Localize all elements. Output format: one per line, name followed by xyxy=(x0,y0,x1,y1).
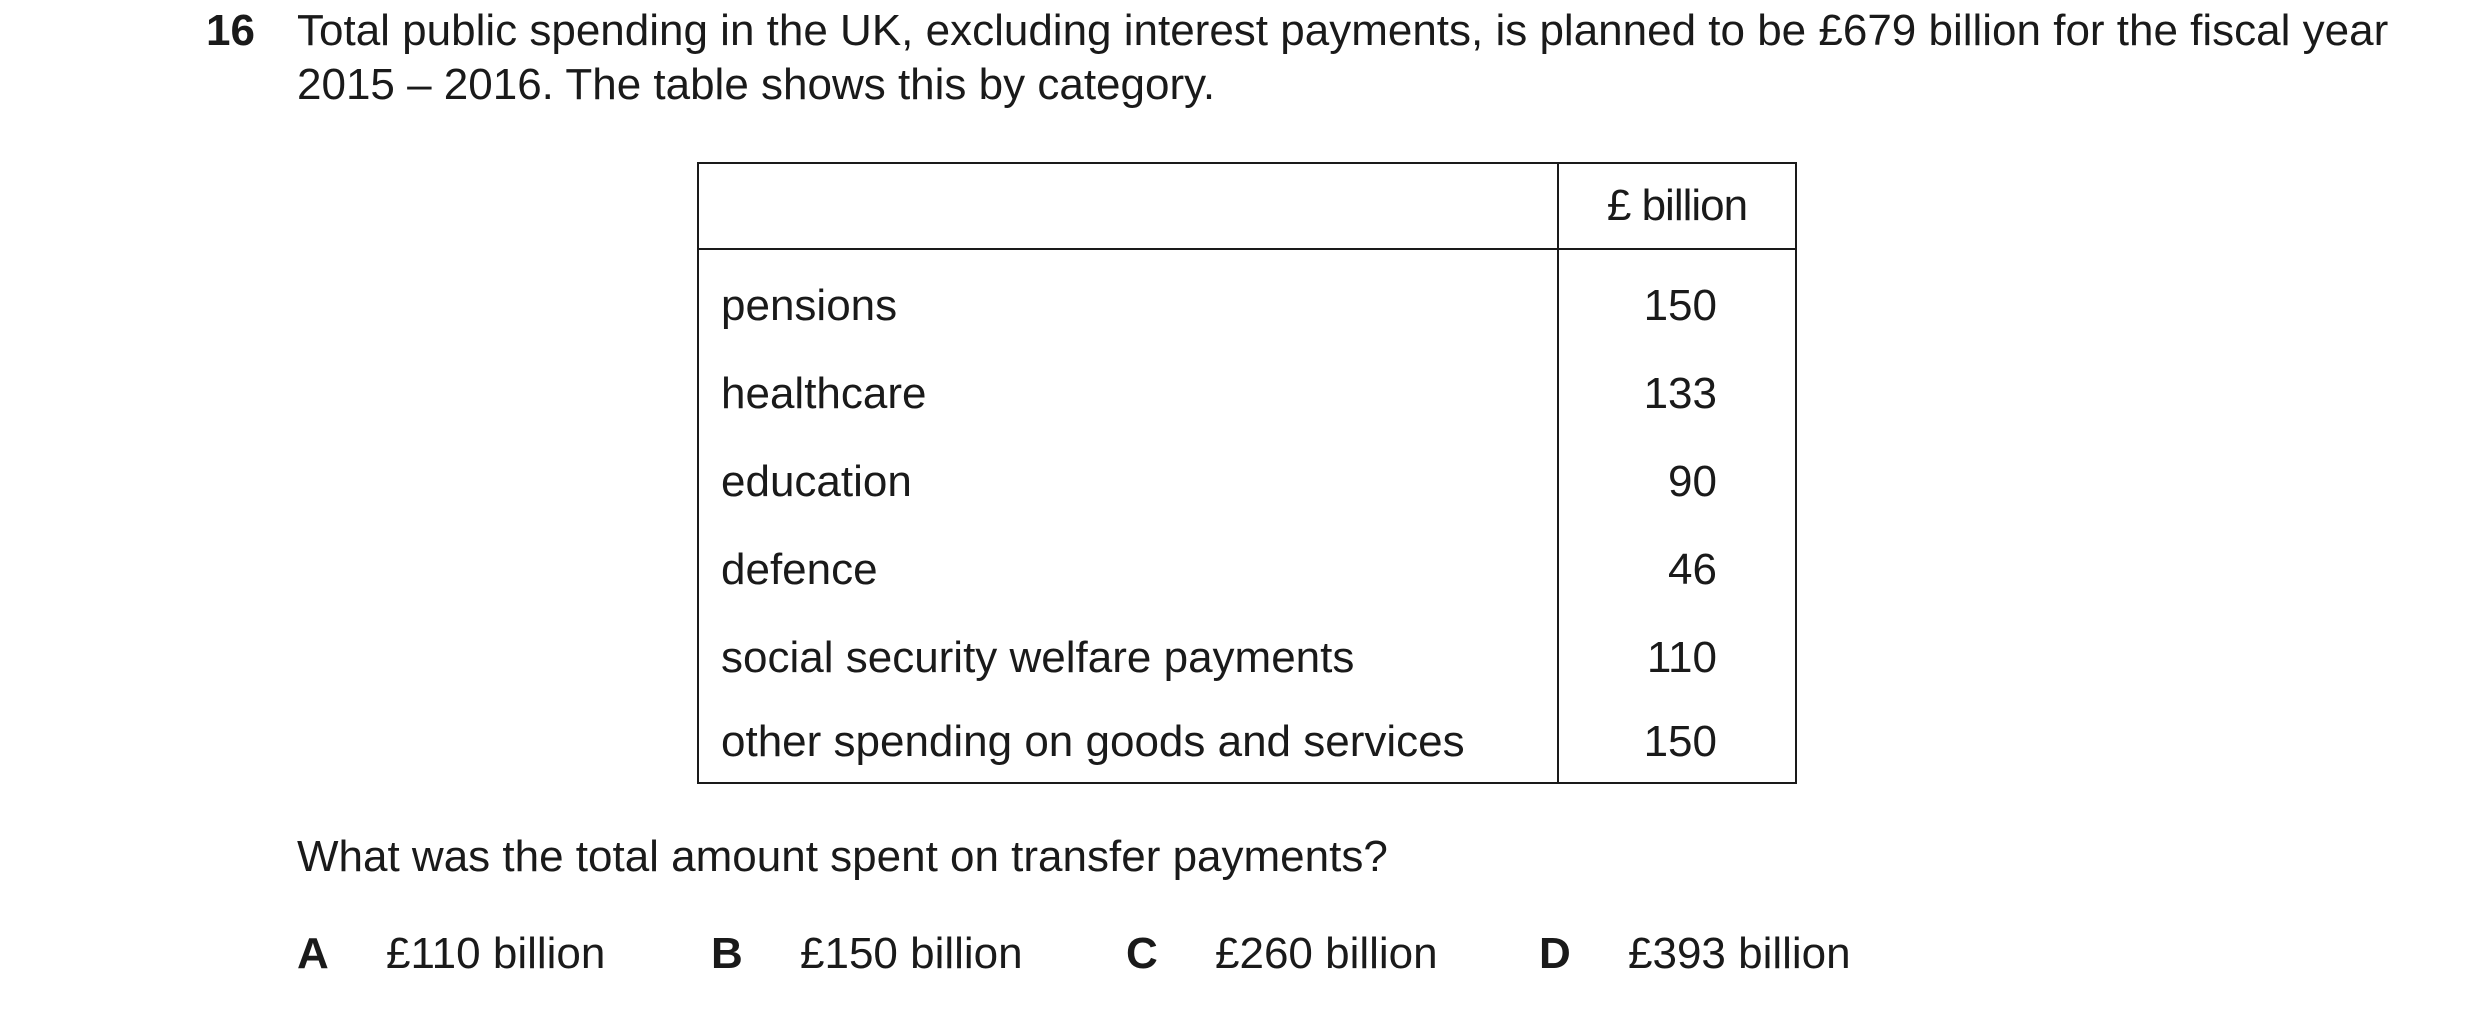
option-letter: B xyxy=(711,929,743,978)
option-letter: A xyxy=(297,929,329,978)
option-c[interactable] xyxy=(1126,927,1438,981)
table-row xyxy=(698,702,1796,783)
value-cell: 110 xyxy=(1558,614,1796,702)
option-letter: C xyxy=(1126,929,1158,978)
option-letter: D xyxy=(1539,929,1571,978)
question-number: 16 xyxy=(206,6,255,55)
table-header-row xyxy=(698,163,1796,249)
value-cell: 46 xyxy=(1558,526,1796,614)
header-category xyxy=(698,163,1558,249)
option-d[interactable] xyxy=(1539,927,1851,981)
option-text: £150 billion xyxy=(800,929,1023,978)
value-cell: 150 xyxy=(1558,702,1796,783)
option-text: £110 billion xyxy=(386,929,606,978)
table-row xyxy=(698,249,1796,350)
table-row xyxy=(698,614,1796,702)
option-b[interactable] xyxy=(711,927,1023,981)
category-cell: healthcare xyxy=(698,350,1558,438)
header-unit: £ billion xyxy=(1558,163,1796,249)
value-cell: 150 xyxy=(1558,249,1796,350)
table-row xyxy=(698,350,1796,438)
table-row xyxy=(698,438,1796,526)
table-row xyxy=(698,526,1796,614)
category-cell: social security welfare payments xyxy=(698,614,1558,702)
option-a[interactable] xyxy=(297,927,606,981)
question-prompt: What was the total amount spent on transfer payments? xyxy=(297,832,1388,881)
question-stem: Total public spending in the UK, excluding interest payments, is planned to be £679 billion for the fiscal year 2015 – 2016. The table shows this by category. xyxy=(297,6,2389,109)
spending-table-container xyxy=(697,162,1797,784)
option-text: £393 billion xyxy=(1628,929,1851,978)
category-cell: defence xyxy=(698,526,1558,614)
value-cell: 133 xyxy=(1558,350,1796,438)
category-cell: pensions xyxy=(698,249,1558,350)
spending-table xyxy=(697,162,1797,784)
value-cell: 90 xyxy=(1558,438,1796,526)
category-cell: education xyxy=(698,438,1558,526)
category-cell: other spending on goods and services xyxy=(698,702,1558,783)
option-text: £260 billion xyxy=(1215,929,1438,978)
